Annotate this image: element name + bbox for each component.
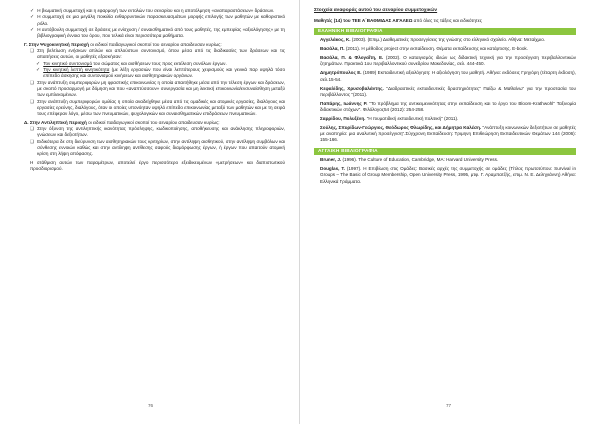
square-bullet-icon: ❑ [30,138,35,144]
reference-entry: Παπάρης, Ιωάννης Ρ. "Το πρόβλημα της αντικειμενικότητας στην εκπαίδευση και το έργο του Bloom-Krathwohl" Ταξινομία διδακτικών στόχων". Φιλόλογος54 (2012): 254-258. [320,100,576,113]
checkmark-icon: ✓ [30,14,35,21]
page-number: 77 [446,403,452,408]
check-item: ✓ Η συμμετοχή σε μια μεγάλη ποικιλία ενθαρρυντικών παρασκευασμάτων μορφής επιλογής των μαθητών με καθοριστικό ρόλο. [30,14,285,26]
square-bullet-icon: ❑ [30,126,35,132]
check-item: ✓ Η βιωματική συμμετοχή και η εφαρμογή των εντολών του σεναρίου και η αποτόλμηση «αναπαραστάσεων» δράσεων. [30,8,275,14]
checkmark-icon: ✓ [36,67,41,74]
foreign-bibliography-band: ΑΓΓΛΙΚΗ ΒΙΒΛΙΟΓΡΑΦΙΑ [314,148,576,155]
participants-line: Μαθητές (14) του ΤΕΕ Α΄ΒΑΘΜΙΔΑΣ ΑΙΓΑΛΕΩ από όλες τις τάξεις και ειδικότητες [314,17,482,23]
checkmark-icon: ✓ [30,26,35,33]
bullet-item: ❑ Ειδικότερα δε στη διεύρυνση των αισθητηριακών τους κριτηρίων, στην αντίληψη αισθητικού, στην αντίληψη συμβόλων και σύνθεσης εννοιών καθώς και στην αντίληψη αντίθεσης σαφούς διαμόρφωσης έργων, ή έργων που απαιτούν ατομική κρίση στη λήψη απόφασης. [30,138,285,157]
checkmark-icon: ✓ [36,60,41,67]
section-g-intro: οι ειδικοί παιδαγωγικοί σκοποί του σεναρίου απαιδευσαν κυρίως: [90,41,222,47]
bullet-item: ❑ Στην ανάπτυξη συμπεριφορών ομιλίας η οποία αναδείχθηκε μέσα από τις ομαδικές και ατομικές εργασίες, διαλόγους και εργασίες ερεύνης, διαλόγους, όταν οι οποίες υπονόηταν υψηλό επίπεδο επικοινωνίας μεταξύ των μαθητών και με τη σειρά τους επέφεραν λόγο, μέσω των πνευματικών, ψυχολογικών και συναισθηματικών επιδράσεων πνευματικών. [30,98,285,117]
references-heading: Στοιχεία αναφοράς αυτού του σεναρίου συμμετοχικών [314,8,438,13]
section-g-label: Γ. Στην Ψυχοκινητική περιοχή [24,41,89,47]
reference-entry: Δημητρόπουλος Ε. (1989) Εκπαιδευτική αξιολόγηση: Η αξιολόγηση του μαθητή. Αθήνα: εκδόσεις Γρηγόρη (τέταρτη έκδοση), σελ.15-54. [320,70,576,82]
square-bullet-icon: ❑ [30,98,35,104]
checkmark-icon: ✓ [30,8,35,14]
greek-bibliography-band: ΕΛΛΗΝΙΚΗ ΒΙΒΛΙΟΓΡΑΦΙΑ [314,28,576,35]
reference-entry: Σούλης, Σπυρίδων-Γεώργιος, Θεόδωρος Φλωρίδης, και Δήμητρα Καλέση. "Ανάπτυξη κοινωνικών δεξιοτήτων σε μαθητές με αναπηρία: μια αναλυτική προσέγγιση".Σύγχρονη Εκπαίδευση: Τριμηνη Επιθεώρηση Εκπαιδευτικών Θεμάτων 144 (2006): 155-166. [320,124,576,143]
sub-check-item: ✓ Την κινητική λεπτή κινητικότητα (με λέξη εργασιών που είναι λεπτότερους χειρισμούς και γενικά παρ υψηλά τόσο επίπεδο άσκησης και συντονισμού κινήσεων και αισθητηριακών οργάνων. [36,67,286,79]
top-check-list [24,8,285,39]
reference-entry: Βασάλα, Π. (2011). Η μέθοδος project στην εκπαίδευση. Θέματα εκπαίδευσης και κατάρτισης. Ε-book. [320,46,528,52]
reference-entry: Βασάλα, Π. & Φλογαΐτη, Ε. (2002). Ο καταιγισμός ιδεών ως διδακτική τεχνική για την προσέγγιση περιβαλλοντικών ζητημάτων. Πρακτικά 1ου περιβαλλοντικού συνεδρίου Μακεδονίας, σελ. 444-450. [320,55,576,67]
section-d-intro: οι ειδικοί παιδαγωγικοί σκοποί του σεναρίου απαιδευσαν κυρίως: [88,119,220,125]
closing-paragraph: Η στάθμιση αυτών των παραμέτρων, αποτελεί έργο περισσότερο εξειδικευμένων «μετρήσεων» και διαπιστωτικού προσδιορισμού. [30,160,285,172]
reference-entry: Σαρρίδου, Πολυξένη. "Η πιυματιδική εκπαιδευτική πολιτική" (2011). [320,115,459,121]
foreign-reference-list [314,157,576,185]
square-bullet-icon: ❑ [30,79,35,85]
check-item: ✓ Η αυτόβουλη συμμετοχή σε δράσεις με ενίσχυση / συναισθηματικό από τους μαθητές, της εμπειρίας «αξιολόγησης» με τη βιβλιογραφική έννοια του όρου, που τελικά είναι περισσότερα μαθήματα. [30,26,285,39]
bullet-item: ❑ Στην ανάπτυξη συμπεριφορών μη φραστικής επικοινωνίας η οποία απαιτήθηκε μέσα από την τέλεση έργων και δράσεων, με σκοπό προσαρμογή με δόμηση και που «αναπτύσσουν» συνεργασία και μη λεκτική επικοινωνία/ενσυναίσθηση μεταξύ των εμπλεκομένων. [30,79,285,98]
right-page [300,0,600,424]
reference-entry: Douglas, T. (1997). Η Επιβίωση στις Ομάδες: Βασικές αρχές της συμμετοχής σε ομάδες (Τίτλος πρωτοτύπου: Survival in Groups – The Basic of Group Membership, Open University Press, 1995, μτφ. Γ. Αραμπατζής, επιμ. Ν. Ε. Δεληγιάννη) Αθήνα: Ελληνικά Γράμματα. [320,166,577,184]
bullet-item: ❑ Στην όξυνση της αντιληπτικής ικανότητας πρόσληψης, κωδικοποίησης, αποθήκευσης και ανάκλησης πληροφοριών, γνώσεων και δεξιοτήτων. [30,126,285,138]
reference-entry: Bruner, J. (1996). The Culture of Education, Cambridge, MA: Harvard University Press. [320,157,499,163]
reference-entry: Κεφαλίδης, Χρυσοβαλάντης. "Διαδραστικές εκπαιδευτικές δραστηριότητες" Παίζω & Μαθαίνω" για την προστασία του περιβάλλοντος "(2011). [320,85,576,97]
sub-check-item: ✓ Τον κινητικό συντονισμό του σώματος και αισθήσεων τους προς εκτέλεση συνόλων έργων. [36,60,227,67]
square-bullet-icon: ❑ [30,48,35,54]
reference-entry: Αγγελάκος, Κ. (2003). (Επιμ.) Διαθεματικές προσεγγίσεις της γνώσης στο ελληνικό σχολείο. Αθήνα: Μεταίχμιο. [320,37,546,43]
page-number: 76 [148,403,154,408]
bullet-item: ❑ Στη βελτίωση ενήσκων απλών και απλούστων συντονισμό, όπου μέσα από τις διαδικασίες των δράσεων και τις απαιτήσεις αυτών, οι μαθητές εξασκήσαν: [30,48,285,60]
greek-reference-list [314,37,576,143]
section-d-label: Δ. Στην Αντιληπτική περιοχή [24,119,87,125]
